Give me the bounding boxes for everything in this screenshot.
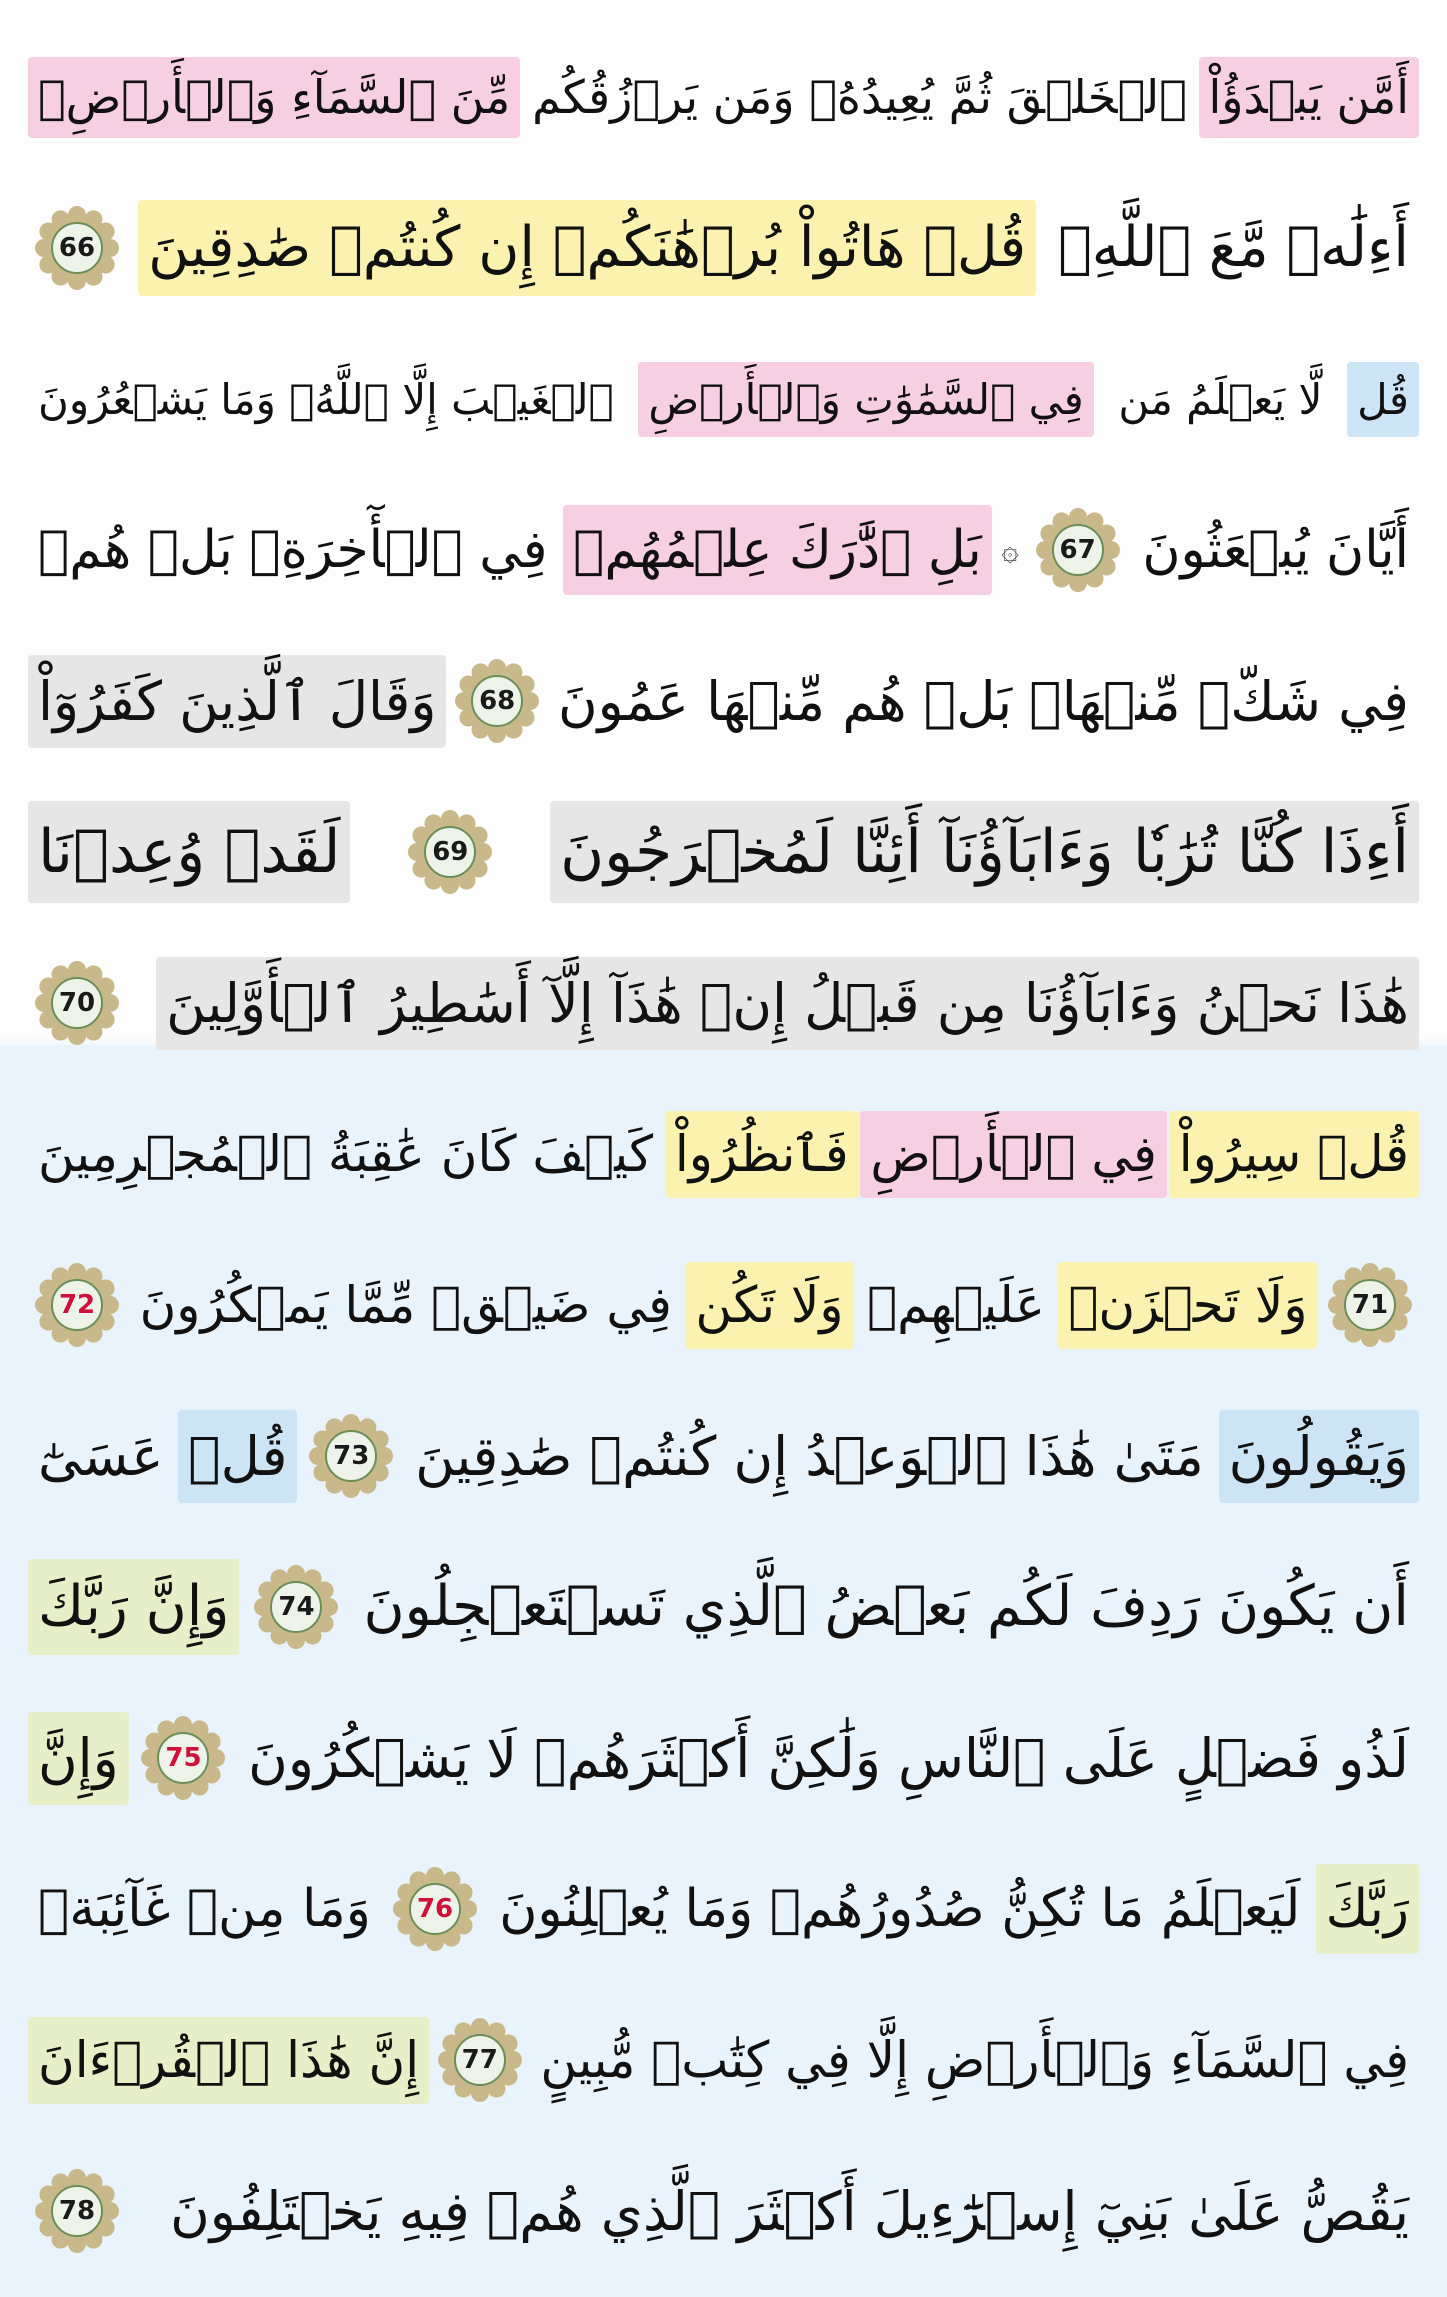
verse-text-segment: قُلۡ سِيرُواْ xyxy=(1169,1111,1419,1198)
verse-text-segment: فِي شَكّٖ مِّنۡهَاۖ بَلۡ هُم مِّنۡهَا عَمُونَ xyxy=(557,669,1409,733)
ayah-number: 73 xyxy=(333,1441,370,1471)
verse-text-segment: وَقَالَ ٱلَّذِينَ كَفَرُوٓاْ xyxy=(28,655,446,748)
verse-text-segment: هَٰذَا نَحۡنُ وَءَابَآؤُنَا مِن قَبۡلُ إِنۡ هَٰذَآ إِلَّآ أَسَٰطِيرُ ٱلۡأَوَّلِينَ xyxy=(156,957,1419,1050)
ayah-marker-69 xyxy=(407,809,493,895)
verse-line-1 xyxy=(28,22,1419,172)
verse-text-segment: أَءِلَٰهٞ مَّعَ ٱللَّهِۚ xyxy=(1058,215,1409,280)
ayah-marker-74 xyxy=(253,1564,339,1650)
verse-line-11 xyxy=(28,1532,1419,1682)
verse-text-segment: لَقَدۡ وُعِدۡنَا xyxy=(28,801,350,903)
rub-el-hizb-star-icon: ۞ xyxy=(1001,532,1019,568)
verse-text-segment: وَلَا تَحۡزَنۡ xyxy=(1058,1262,1317,1349)
verse-line-9 xyxy=(28,1230,1419,1380)
verse-text-segment: وَإِنَّ xyxy=(28,1712,129,1805)
ayah-marker-68 xyxy=(454,658,540,744)
verse-text-segment: فِي ٱلۡأٓخِرَةِۚ بَلۡ هُمۡ xyxy=(38,520,548,580)
ayah-marker-76 xyxy=(392,1866,478,1952)
verse-text-segment: أَمَّن يَبۡدَؤُاْ xyxy=(1199,57,1420,138)
ayah-marker-66 xyxy=(34,205,120,291)
verse-text-segment: عَلَيۡهِمۡ xyxy=(867,1275,1045,1334)
verse-text-segment: ٱلۡخَلۡقَ ثُمَّ يُعِيدُهُۥ وَمَن يَرۡزُقُكُم xyxy=(532,69,1187,124)
verse-text-segment: لَّا يَعۡلَمُ مَن xyxy=(1118,374,1323,424)
verse-line-6 xyxy=(28,777,1419,927)
verse-text-segment: أَيَّانَ يُبۡعَثُونَ xyxy=(1142,520,1409,580)
ayah-number: 78 xyxy=(58,2196,96,2226)
ayah-number: 74 xyxy=(278,1592,315,1622)
verse-text-segment: وَمَا مِنۡ غَآئِبَةٖ xyxy=(38,1879,371,1939)
ayah-marker-75 xyxy=(140,1715,226,1801)
verse-text-segment: كَيۡفَ كَانَ عَٰقِبَةُ ٱلۡمُجۡرِمِينَ xyxy=(38,1124,654,1183)
ayah-marker-77 xyxy=(437,2017,523,2103)
verse-text-segment: إِنَّ هَٰذَا ٱلۡقُرۡءَانَ xyxy=(28,2017,429,2104)
verse-text-segment: قُلۡ xyxy=(178,1410,297,1503)
verse-text-segment: وَإِنَّ رَبَّكَ xyxy=(28,1559,239,1655)
verse-text-segment: بَلِ ٱدَّٰرَكَ عِلۡمُهُمۡ xyxy=(563,505,992,595)
ayah-number: 70 xyxy=(58,988,96,1018)
verse-text-segment: قُل xyxy=(1347,362,1419,437)
ayah-number: 68 xyxy=(479,686,516,716)
verse-text-segment: وَيَقُولُونَ xyxy=(1219,1410,1419,1503)
ayah-number: 66 xyxy=(58,233,96,263)
verse-text-segment: رَبَّكَ xyxy=(1316,1864,1419,1954)
verse-text-segment: وَلَا تَكُن xyxy=(685,1262,853,1349)
verse-text-segment: عَسَىٰٓ xyxy=(38,1424,164,1488)
ayah-number: 67 xyxy=(1059,535,1096,565)
verse-line-7 xyxy=(28,928,1419,1078)
ayah-marker-78 xyxy=(34,2168,120,2254)
ayah-number: 69 xyxy=(432,837,469,867)
ayah-marker-72 xyxy=(34,1262,120,1348)
ayah-number: 71 xyxy=(1351,1290,1389,1320)
verse-line-8 xyxy=(28,1079,1419,1229)
ayah-number: 77 xyxy=(461,2045,498,2075)
ayah-marker-73 xyxy=(308,1413,394,1499)
verse-text-segment: ٱلۡغَيۡبَ إِلَّا ٱللَّهُۚ وَمَا يَشۡعُرُونَ xyxy=(38,374,614,424)
ayah-number: 72 xyxy=(58,1290,96,1320)
verse-text-segment: لَيَعۡلَمُ مَا تُكِنُّ صُدُورُهُمۡ وَمَا يُعۡلِنُونَ xyxy=(499,1879,1301,1939)
verse-text-segment: أَءِذَا كُنَّا تُرَٰبٗا وَءَابَآؤُنَآ أَئِنَّا لَمُخۡرَجُونَ xyxy=(550,801,1419,903)
verse-line-4 xyxy=(28,475,1419,625)
verse-text-segment: فِي ضَيۡقٖ مِّمَّا يَمۡكُرُونَ xyxy=(139,1275,672,1334)
verse-line-2 xyxy=(28,173,1419,323)
verse-line-5 xyxy=(28,626,1419,776)
ayah-marker-70 xyxy=(34,960,120,1046)
verse-text-segment: مَتَىٰ هَٰذَا ٱلۡوَعۡدُ إِن كُنتُمۡ صَٰدِقِينَ xyxy=(415,1424,1204,1488)
verse-text-segment: فِي ٱلسَّمَٰوَٰتِ وَٱلۡأَرۡضِ xyxy=(638,362,1093,437)
verse-line-15 xyxy=(28,2136,1419,2286)
ayah-marker-67 xyxy=(1035,507,1121,593)
verse-text-segment: يَقُصُّ عَلَىٰ بَنِيٓ إِسۡرَٰٓءِيلَ أَكۡثَرَ ٱلَّذِي هُمۡ فِيهِ يَخۡتَلِفُونَ xyxy=(170,2179,1409,2243)
verse-line-3 xyxy=(28,324,1419,474)
verse-text-segment: فَٱنظُرُواْ xyxy=(665,1111,859,1198)
ayah-marker-71 xyxy=(1327,1262,1413,1348)
verse-line-13 xyxy=(28,1834,1419,1984)
verse-text-segment: فِي ٱلسَّمَآءِ وَٱلۡأَرۡضِ إِلَّا فِي كِتَٰبٖ مُّبِينٍ xyxy=(540,2030,1409,2089)
verse-text-segment: أَن يَكُونَ رَدِفَ لَكُم بَعۡضُ ٱلَّذِي تَسۡتَعۡجِلُونَ xyxy=(363,1574,1409,1639)
verse-text-segment: فِي ٱلۡأَرۡضِ xyxy=(860,1111,1167,1198)
verse-line-12 xyxy=(28,1683,1419,1833)
ayah-number: 75 xyxy=(165,1743,202,1773)
ayah-number: 76 xyxy=(416,1894,454,1924)
verse-line-10 xyxy=(28,1381,1419,1531)
verse-text-segment: قُلۡ هَاتُواْ بُرۡهَٰنَكُمۡ إِن كُنتُمۡ صَٰدِقِينَ xyxy=(138,200,1036,296)
verse-line-14 xyxy=(28,1985,1419,2135)
verse-text-segment: مِّنَ ٱلسَّمَآءِ وَٱلۡأَرۡضِۗ xyxy=(28,57,520,138)
verse-text-segment: لَذُو فَضۡلٍ عَلَى ٱلنَّاسِ وَلَٰكِنَّ أَكۡثَرَهُمۡ لَا يَشۡكُرُونَ xyxy=(248,1726,1409,1790)
